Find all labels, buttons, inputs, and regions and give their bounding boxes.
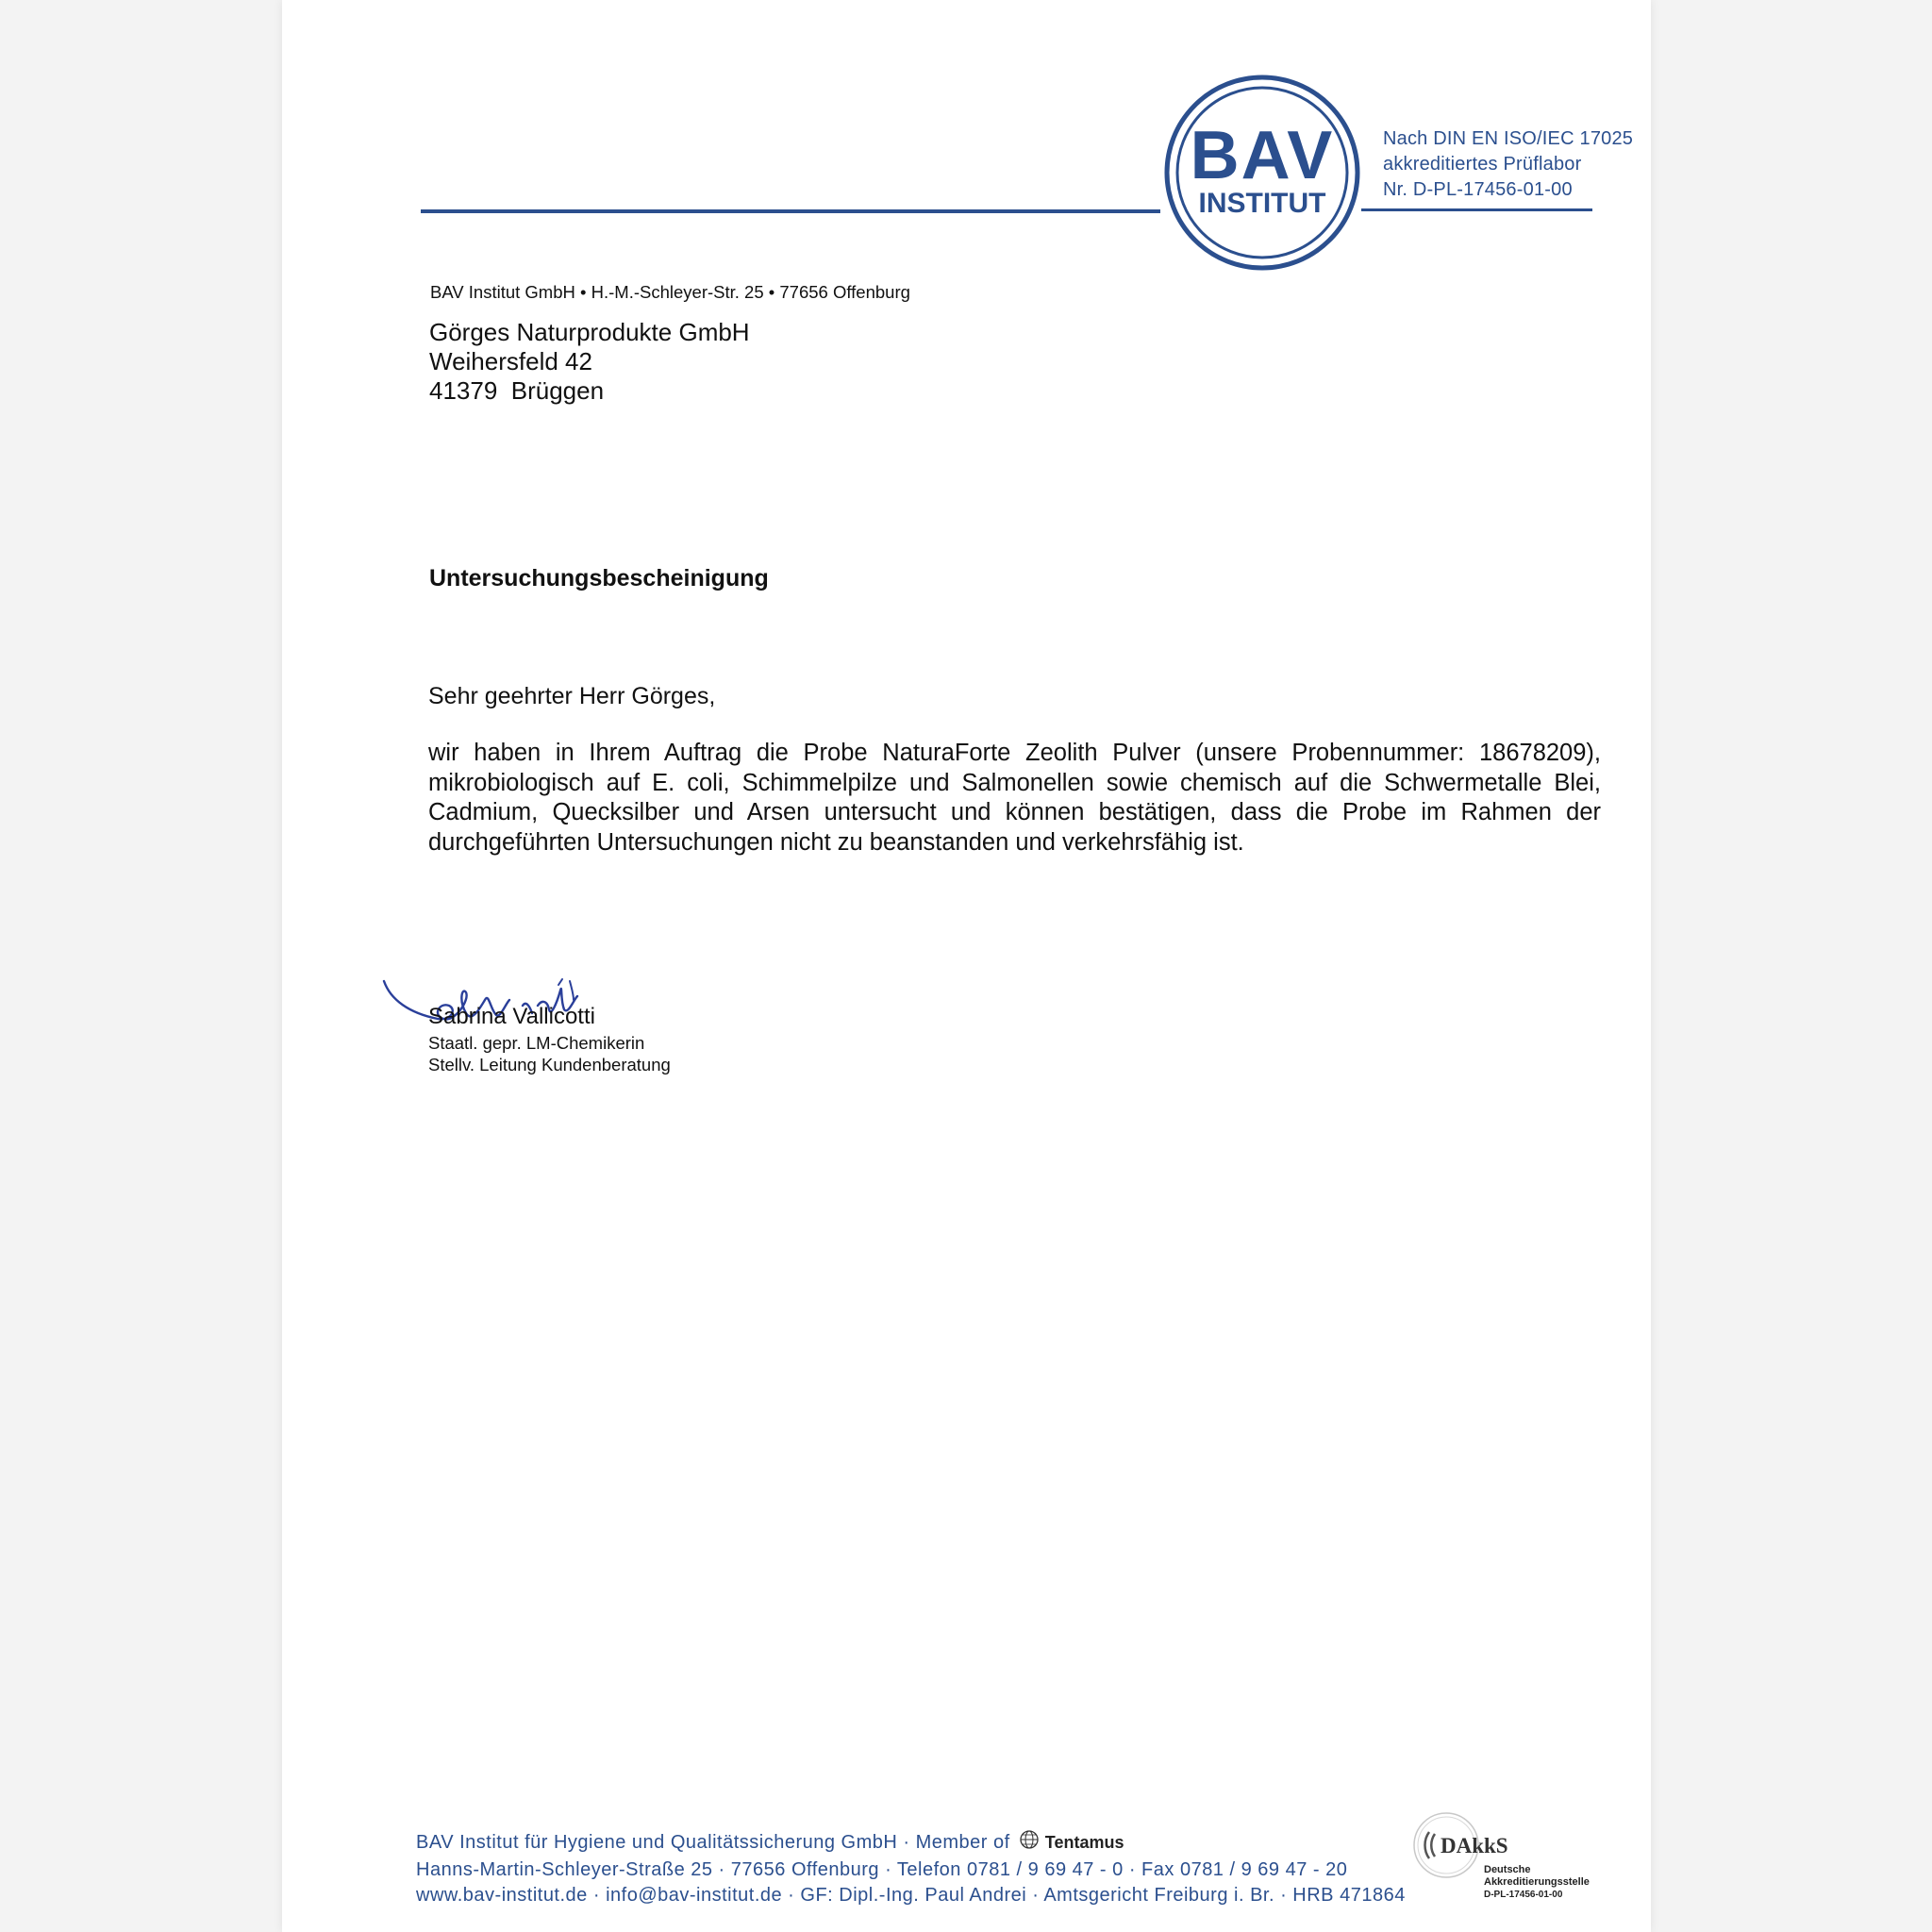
footer xyxy=(416,1829,1406,1908)
dakks-caption-1: Deutsche xyxy=(1484,1864,1531,1875)
signatory-title-block xyxy=(428,1032,671,1075)
footer-line-3: www.bav-institut.de · info@bav-institut.de · GF: Dipl.-Ing. Paul Andrei · Amtsgericht Freiburg i. Br. · HRB 471864 xyxy=(416,1885,1406,1906)
document-page xyxy=(282,0,1651,1932)
dakks-logo-text: DAkkS xyxy=(1441,1834,1508,1857)
dakks-caption-2: Akkreditierungsstelle xyxy=(1484,1876,1590,1888)
letter-body: wir haben in Ihrem Auftrag die Probe NaturaForte Zeolith Pulver (unsere Probennummer: 18678209), mikrobiologisch auf E. coli, Schimmelpilze und Salmonellen sowie chemisch auf die Schwermetalle Blei, Cadmium, Quecksilber und Arsen untersucht und können bestätigen, dass die Probe im Rahmen der durchgeführten Untersuchungen nicht zu beanstanden und verkehrsfähig ist. xyxy=(428,740,1601,856)
accreditation-note xyxy=(1383,126,1633,203)
footer-company: BAV Institut für Hygiene und Qualitätssicherung GmbH · Member of xyxy=(416,1832,1010,1853)
tentamus-brand: Tentamus xyxy=(1044,1833,1124,1852)
recipient-company: Görges Naturprodukte GmbH xyxy=(429,318,750,346)
dakks-accreditation-logo xyxy=(1410,1809,1590,1900)
seal-text-top: BAV xyxy=(1190,118,1335,193)
footer-line-1 xyxy=(416,1829,1406,1857)
document-subject: Untersuchungsbescheinigung xyxy=(429,565,769,591)
dakks-caption xyxy=(1484,1864,1590,1901)
signatory-name: Sabrina Vallicotti xyxy=(428,1004,595,1029)
sender-line: BAV Institut GmbH • H.-M.-Schleyer-Str. 25 • 77656 Offenburg xyxy=(430,282,910,302)
dakks-caption-3: D-PL-17456-01-00 xyxy=(1484,1890,1563,1900)
footer-line-2: Hanns-Martin-Schleyer-Straße 25 · 77656 Offenburg · Telefon 0781 / 9 69 47 - 0 · Fax 0781 / 9 69 47 - 20 xyxy=(416,1859,1348,1880)
accreditation-line-1: Nach DIN EN ISO/IEC 17025 xyxy=(1383,128,1634,149)
signatory-title: Staatl. gepr. LM-Chemikerin xyxy=(428,1033,645,1053)
tentamus-logo-icon xyxy=(1019,1829,1040,1857)
bav-institut-seal xyxy=(1163,74,1361,276)
recipient-city: 41379 Brüggen xyxy=(429,376,605,405)
recipient-street: Weihersfeld 42 xyxy=(429,347,592,375)
header-rule-right xyxy=(1361,208,1592,211)
header-rule-left xyxy=(421,209,1160,213)
accreditation-line-2: akkreditiertes Prüflabor xyxy=(1383,154,1582,175)
letter-greeting: Sehr geehrter Herr Görges, xyxy=(428,683,716,709)
accreditation-line-3: Nr. D-PL-17456-01-00 xyxy=(1383,179,1573,200)
signatory-role: Stellv. Leitung Kundenberatung xyxy=(428,1055,671,1074)
recipient-address xyxy=(429,318,750,406)
seal-text-bottom: INSTITUT xyxy=(1198,188,1326,219)
